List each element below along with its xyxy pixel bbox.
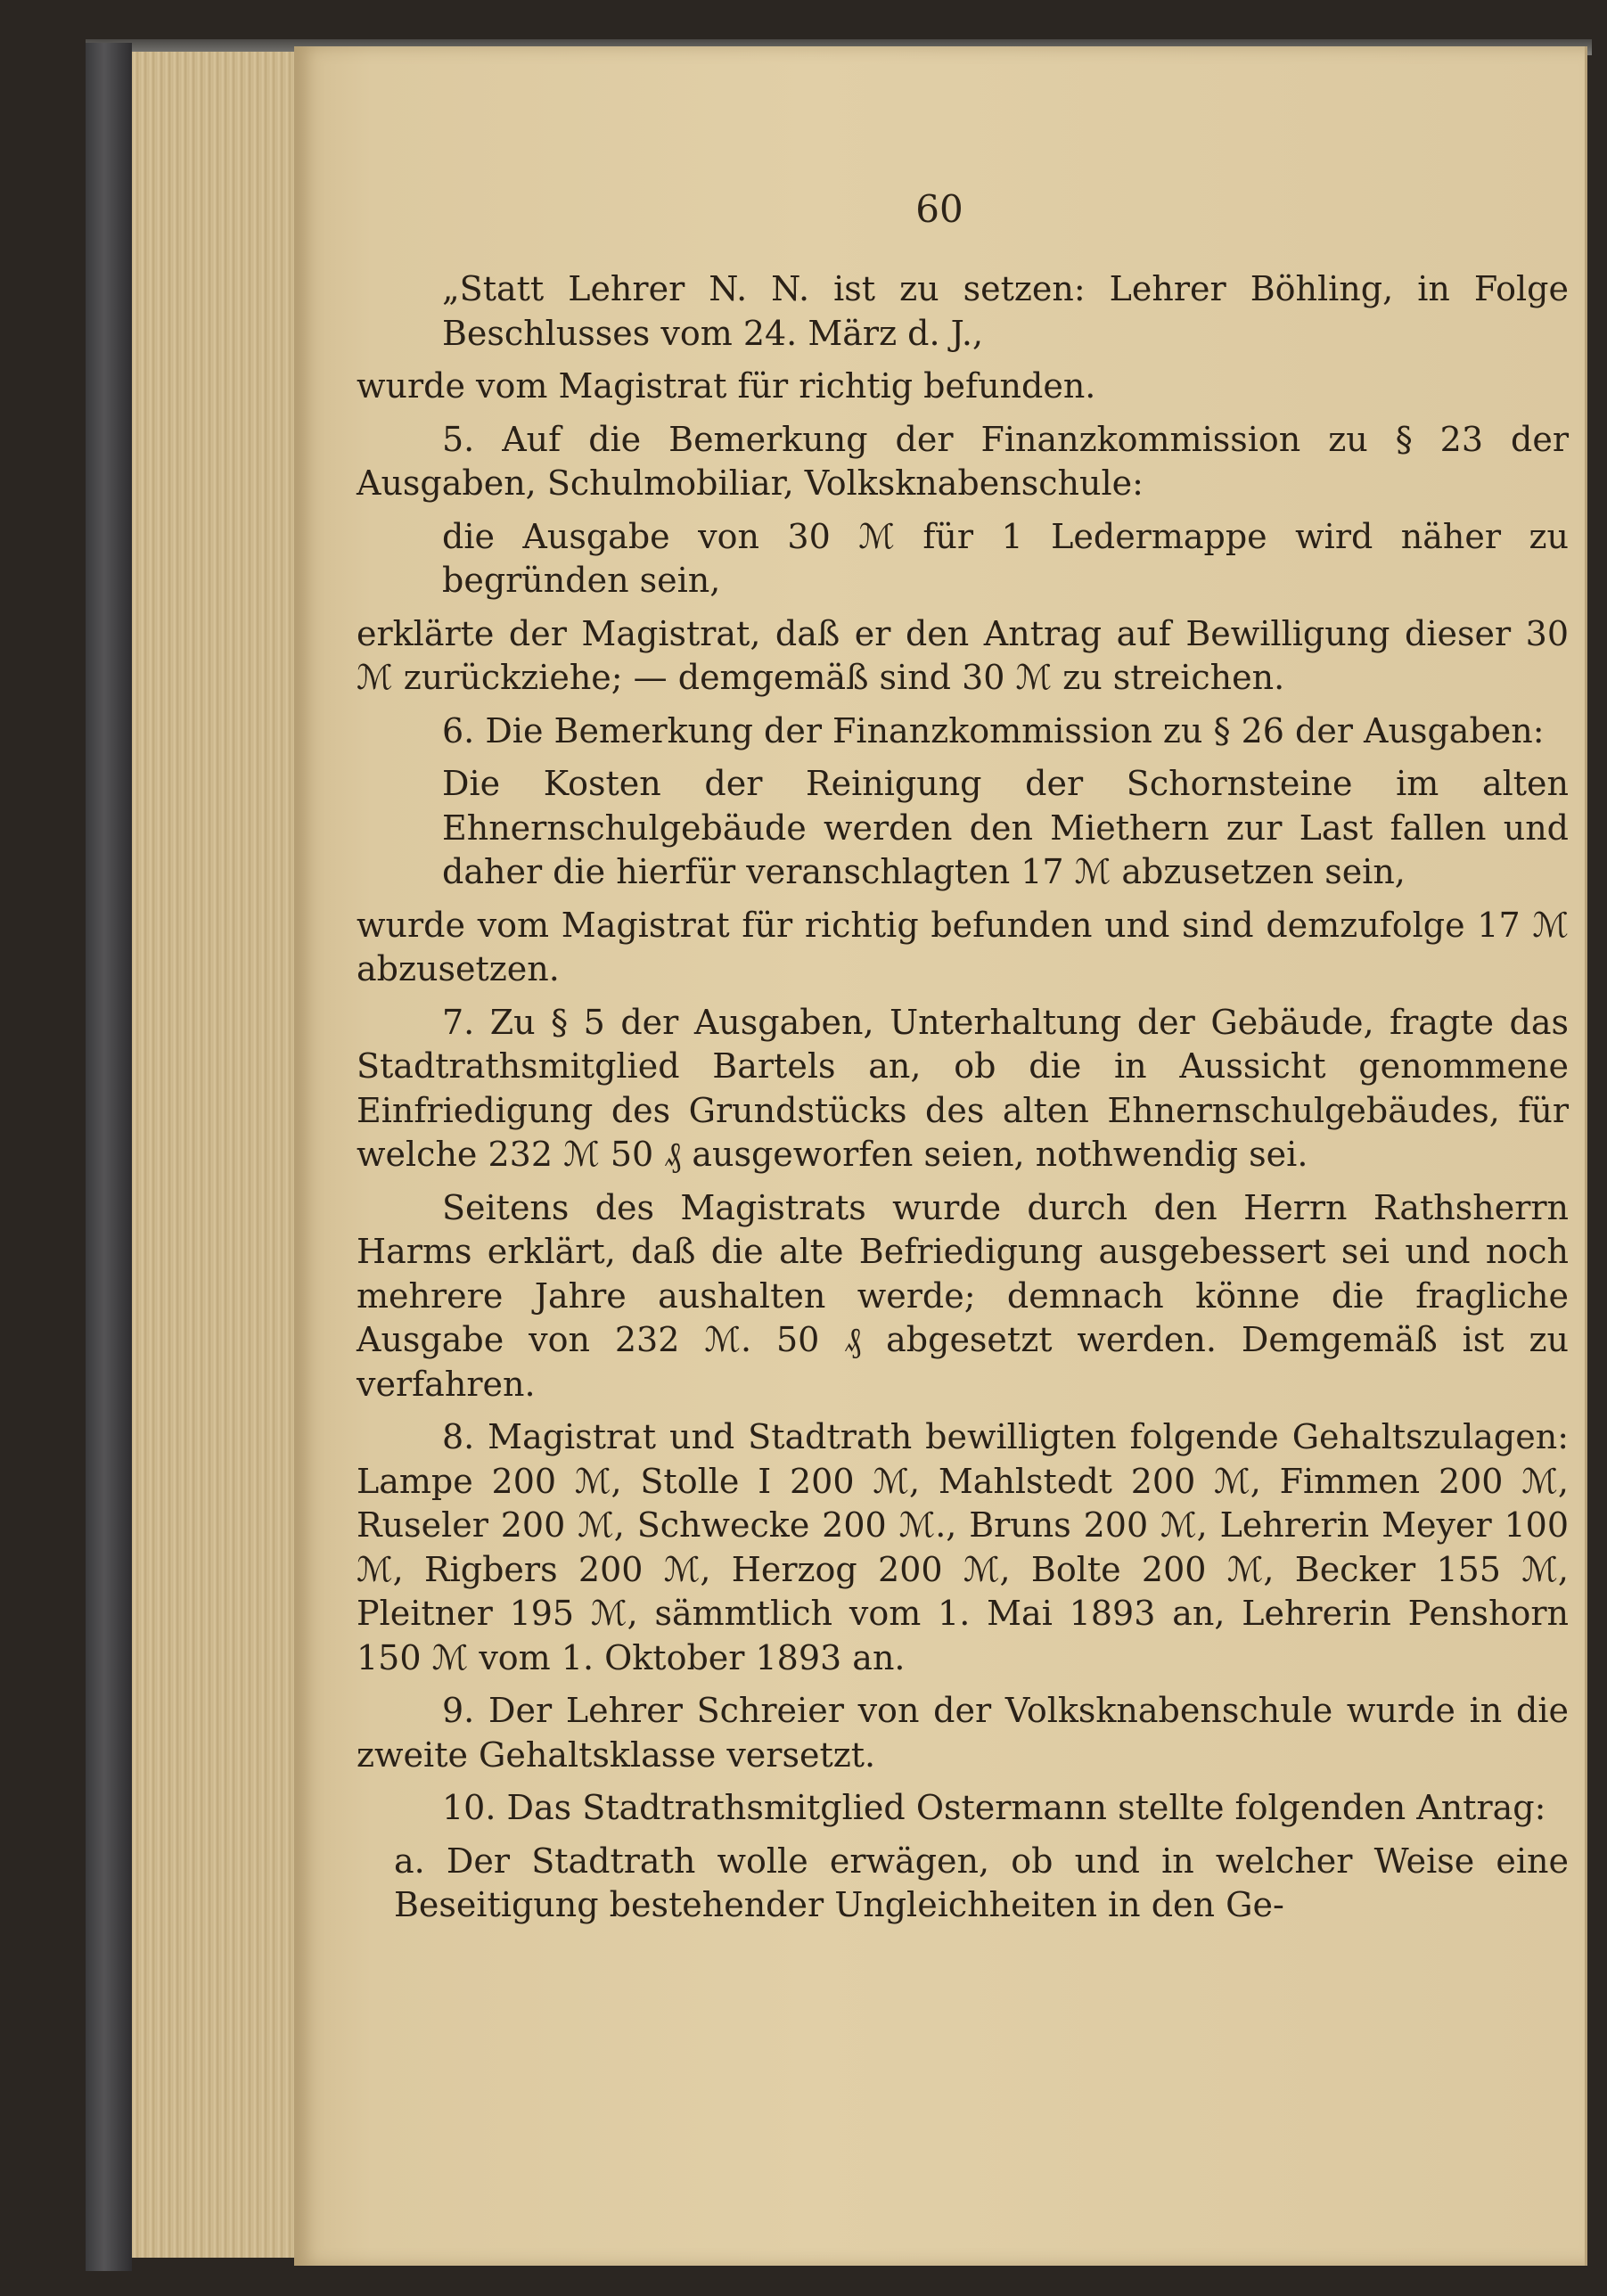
paragraph: 9. Der Lehrer Schreier von der Volksknabenschule wurde in die zweite Gehaltsklasse versetzt. — [357, 1691, 1569, 1775]
paragraph: Die Kosten der Reinigung der Schornsteine im alten Ehnernschulgebäude werden den Miethern zur Last fallen und daher die hierfür veranschlagten 17 ℳ abzusetzen sein, — [442, 764, 1569, 891]
paragraph: „Statt Lehrer N. N. ist zu setzen: Lehrer Böhling, in Folge Beschlusses vom 24. März d. J., — [442, 269, 1569, 353]
paragraph: 8. Magistrat und Stadtrath bewilligten folgende Gehaltszulagen: Lampe 200 ℳ, Stolle I 200 ℳ, Mahlstedt 200 ℳ, Fimmen 200 ℳ, Ruseler 200 ℳ, Schwecke 200 ℳ., Bruns 200 ℳ, Lehrerin Meyer 100 ℳ, Rigbers 200 ℳ, Herzog 200 ℳ, Bolte 200 ℳ, Becker 155 ℳ, Pleitner 195 ℳ, sämmtlich vom 1. Mai 1893 an, Lehrerin Penshorn 150 ℳ vom 1. Oktober 1893 an. — [357, 1417, 1569, 1677]
paragraph: 10. Das Stadtrathsmitglied Ostermann stellte folgenden Antrag: — [442, 1788, 1546, 1827]
paragraph: 7. Zu § 5 der Ausgaben, Unterhaltung der Gebäude, fragte das Stadtrathsmitglied Bartels an, ob die in Aussicht genommene Einfriedigung des Grundstücks des alten Ehnernschulgebäudes, für welche 232 ℳ 50 ₰ ausgeworfen seien, nothwendig sei. — [357, 1002, 1569, 1174]
paragraph: die Ausgabe von 30 ℳ für 1 Ledermappe wird näher zu begründen sein, — [442, 516, 1569, 600]
page-number: 60 — [915, 187, 963, 231]
page-body — [357, 267, 1569, 1937]
book-binding — [86, 43, 132, 2271]
paragraph: Seitens des Magistrats wurde durch den Herrn Rathsherrn Harms erklärt, daß die alte Befriedigung ausgebessert sei und noch mehrere Jahre aushalten werde; demnach könne die fragliche Ausgabe von 232 ℳ. 50 ₰ abgesetzt werden. Demgemäß ist zu verfahren. — [357, 1187, 1569, 1404]
paragraph: wurde vom Magistrat für richtig befunden und sind demzufolge 17 ℳ abzusetzen. — [357, 905, 1569, 988]
page-edges — [132, 52, 301, 2258]
list-item: a. Der Stadtrath wolle erwägen, ob und in welcher Weise eine Beseitigung bestehender Ungleichheiten in den Ge- — [394, 1841, 1569, 1924]
paragraph: erklärte der Magistrat, daß er den Antrag auf Bewilligung dieser 30 ℳ zurückziehe; — demgemäß sind 30 ℳ zu streichen. — [357, 613, 1569, 697]
paragraph: 6. Die Bemerkung der Finanzkommission zu § 26 der Ausgaben: — [442, 710, 1545, 750]
paragraph: wurde vom Magistrat für richtig befunden. — [357, 366, 1096, 406]
paragraph: 5. Auf die Bemerkung der Finanzkommission zu § 23 der Ausgaben, Schulmobiliar, Volksknabenschule: — [357, 419, 1569, 503]
